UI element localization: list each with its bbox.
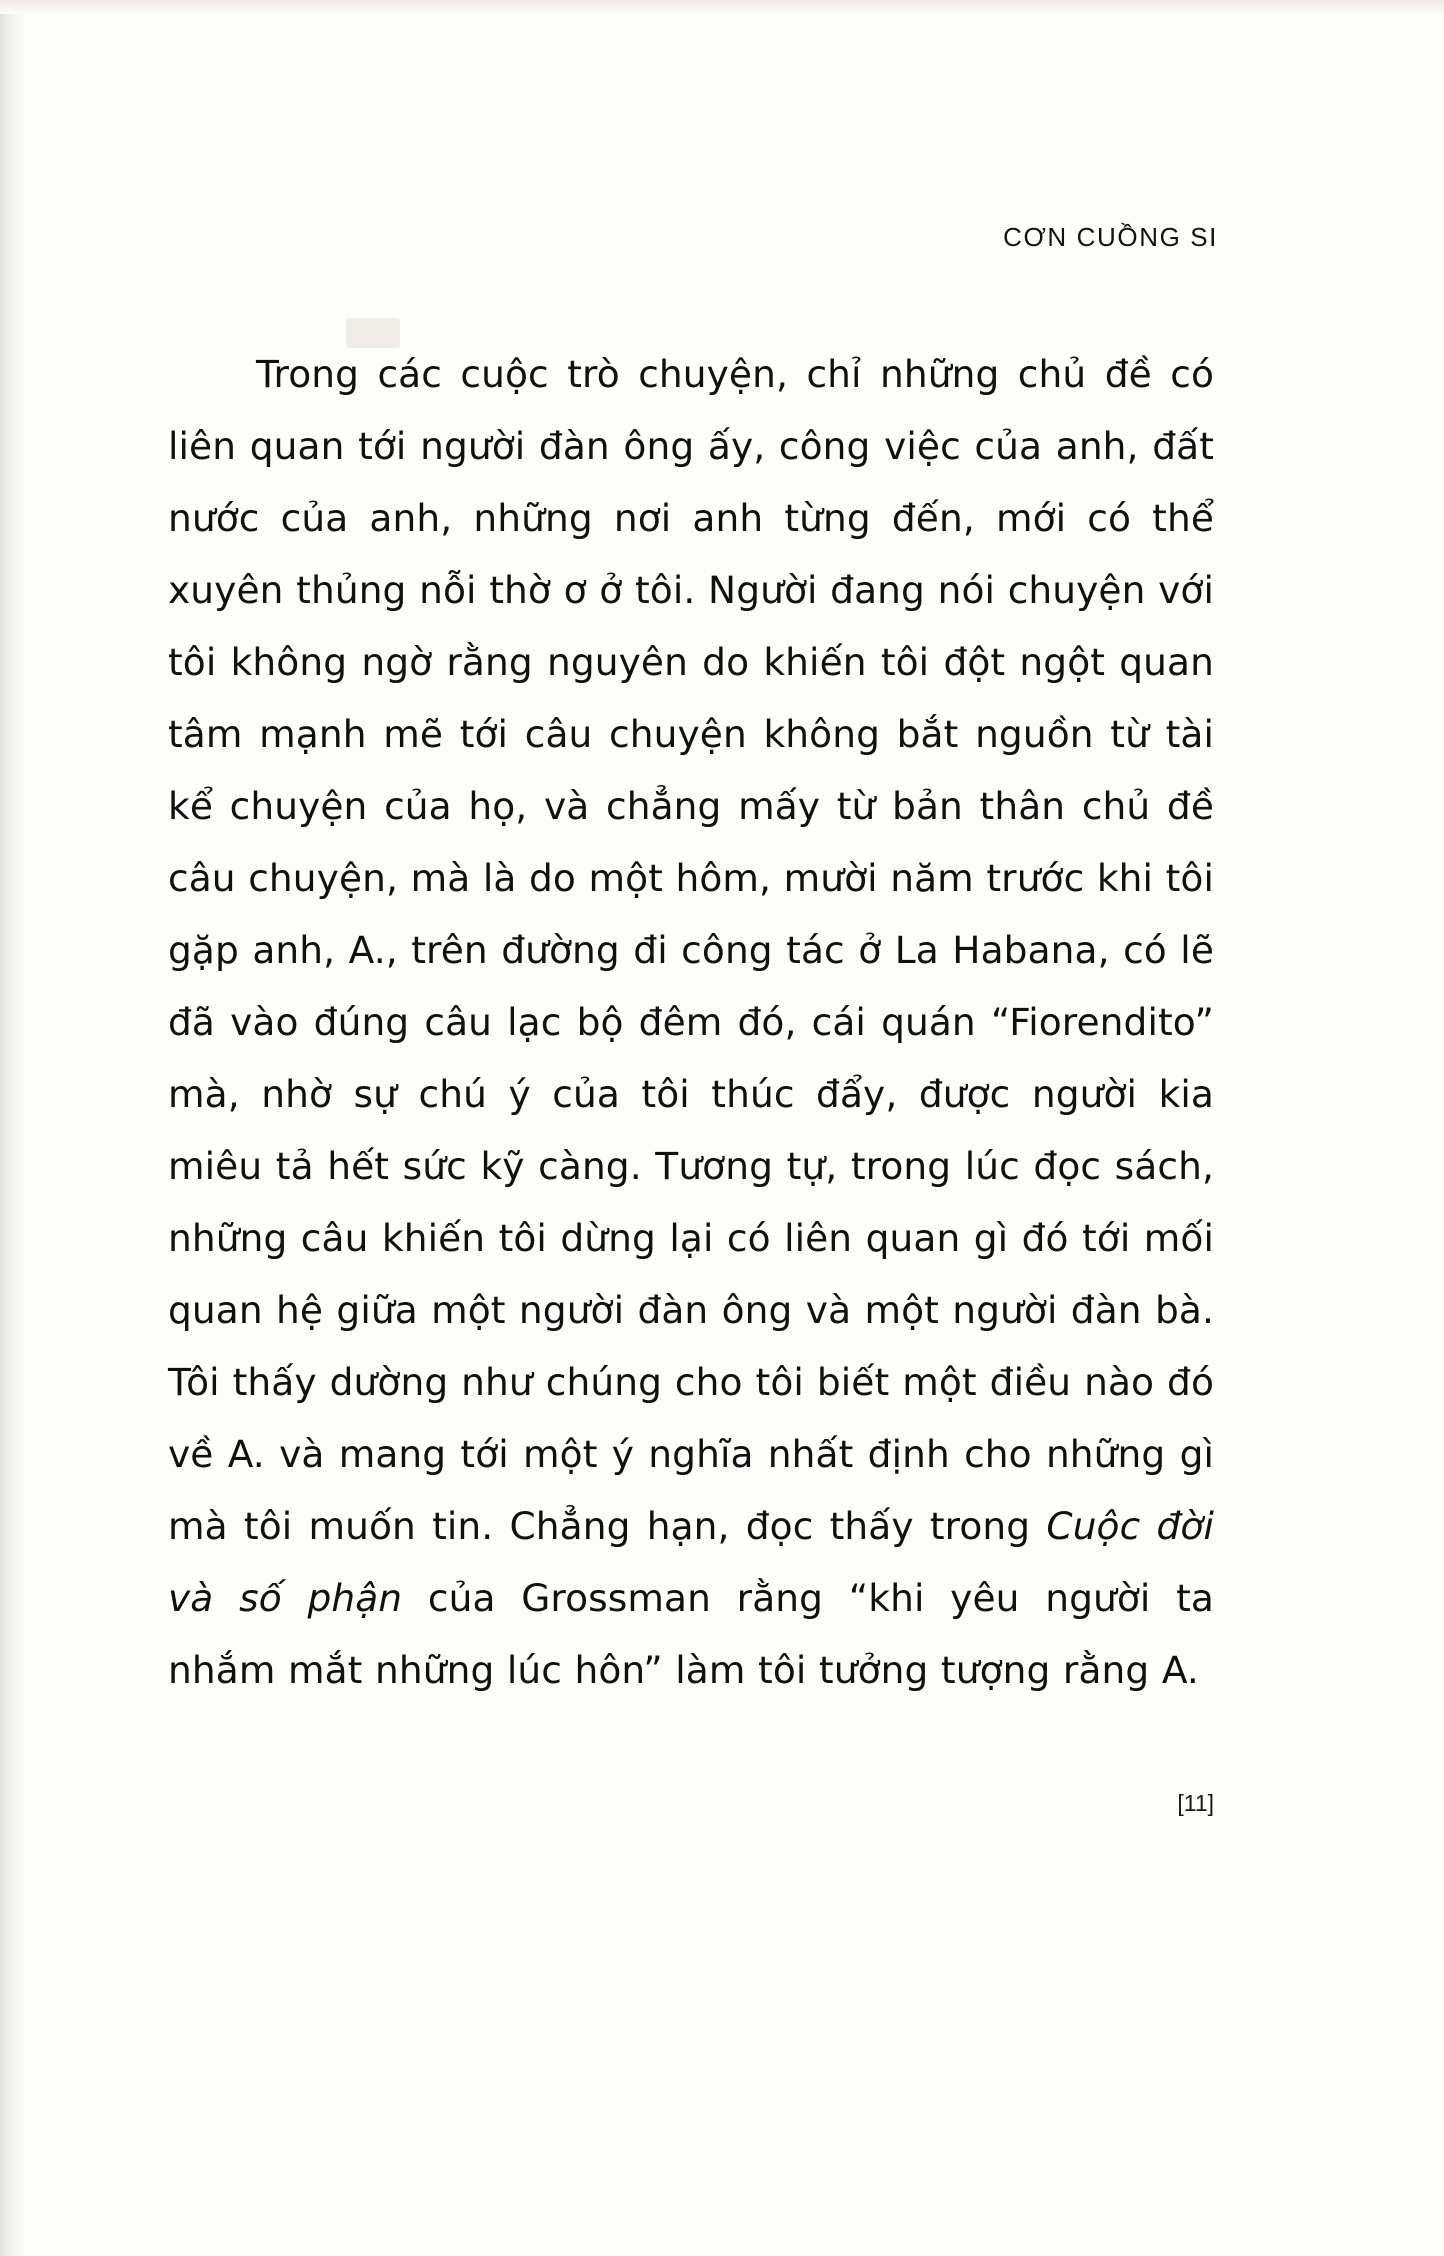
text-segment-3: của Grossman rằng “khi yêu người ta nhắm mắt những lúc hôn” làm tôi tưởng tượng rằng A. [168,1575,1214,1692]
body-paragraph [168,338,1214,1706]
running-head: CƠN CUỒNG SI [1003,222,1218,252]
page-gutter-shadow [0,0,26,2256]
page-content [168,0,1228,2256]
page-number: [11] [1177,1790,1214,1816]
text-segment-1: Trong các cuộc trò chuyện, chỉ những chủ đề có liên quan tới người đàn ông ấy, công việc của anh, đất nước của anh, những nơi anh từng đến, mới có thể xuyên thủng nỗi thờ ơ ở tôi. Người đang nói chuyện với tôi không ngờ rằng nguyên do khiến tôi đột ngột quan tâm mạnh mẽ tới câu chuyện không bắt nguồn từ tài kể chuyện của họ, và chẳng mấy từ bản thân chủ đề câu chuyện, mà là do một hôm, mười năm trước khi tôi gặp anh, A., trên đường đi công tác ở La Habana, có lẽ đã vào đúng câu lạc bộ đêm đó, cái quán “Fiorendito” mà, nhờ sự chú ý của tôi thúc đẩy, được người kia miêu tả hết sức kỹ càng. Tương tự, trong lúc đọc sách, những câu khiến tôi dừng lại có liên quan gì đó tới mối quan hệ giữa một người đàn ông và một người đàn bà. Tôi thấy dường như chúng cho tôi biết một điều nào đó về A. và mang tới một ý nghĩa nhất định cho những gì mà tôi muốn tin. Chẳng hạn, đọc thấy trong [168,351,1214,1548]
book-title-italic: Cuộc đời và số phận [168,1503,1214,1620]
